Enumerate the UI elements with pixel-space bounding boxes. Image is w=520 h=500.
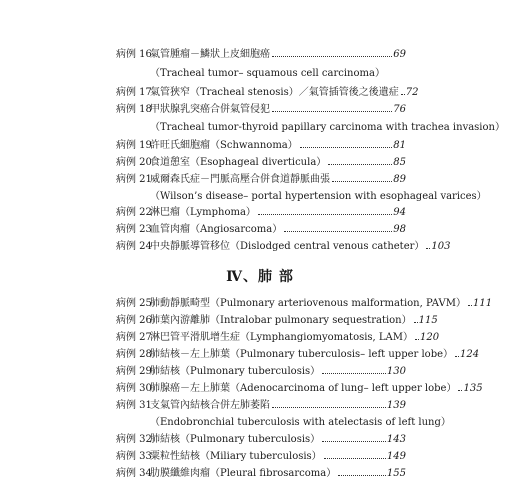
case-number: 病例 23 — [116, 224, 152, 235]
dot-leader — [401, 93, 405, 95]
case-number: 病例 27 — [116, 332, 152, 343]
case-number: 病例 17 — [116, 87, 152, 98]
page-number: 135 — [463, 383, 483, 394]
case-number: 病例 16 — [116, 49, 152, 60]
page-number: 124 — [460, 349, 480, 360]
entry-title: 中央靜脈導管移位（Dislodged central venous catheter） — [150, 241, 425, 252]
entry-title: 肺動靜脈畸型（Pulmonary arteriovenous malformation, PAVM） — [150, 298, 466, 309]
toc-entry — [116, 466, 406, 482]
case-number: 病例 33 — [116, 451, 152, 462]
entry-title: 甲狀腺乳突癌合併氣管侵犯 — [150, 104, 270, 115]
entry-title: 血管肉瘤（Angiosarcoma） — [150, 224, 283, 235]
entry-title: 肺結核（Pulmonary tuberculosis） — [150, 434, 321, 445]
toc-entry — [116, 449, 406, 465]
entry-title: 支氣管內結核合併左肺萎陷 — [150, 400, 270, 411]
entry-title: 食道憩室（Esophageal diverticula） — [150, 157, 327, 168]
entry-title: 粟粒性結核（Miliary tuberculosis） — [150, 451, 322, 462]
dot-leader — [258, 213, 392, 215]
page-number: 69 — [393, 49, 406, 60]
case-number: 病例 18 — [116, 104, 152, 115]
entry-title: 淋巴瘤（Lymphoma） — [150, 207, 256, 218]
page-number: 139 — [386, 400, 406, 411]
dot-leader — [415, 338, 419, 340]
page-number: 81 — [393, 140, 406, 151]
toc-entry — [116, 398, 406, 414]
entry-title: 氣管腫瘤－鱗狀上皮細胞癌 — [150, 49, 270, 60]
entry-title: 肋膜纖維肉瘤（Pleural fibrosarcoma） — [150, 468, 337, 479]
toc-entry — [116, 47, 406, 63]
toc-entry — [116, 381, 483, 397]
page-number: 85 — [393, 157, 406, 168]
dot-leader — [272, 110, 392, 112]
entry-subtitle: （Tracheal tumor– squamous cell carcinoma） — [150, 68, 385, 79]
case-number: 病例 31 — [116, 400, 152, 411]
page-number: 98 — [393, 224, 406, 235]
entry-title: 許旺氏細胞瘤（Schwannoma） — [150, 140, 298, 151]
dot-leader — [324, 457, 386, 459]
case-number: 病例 20 — [116, 157, 152, 168]
case-number: 病例 26 — [116, 315, 152, 326]
dot-leader — [455, 355, 459, 357]
case-number: 病例 25 — [116, 298, 152, 309]
dot-leader — [322, 440, 386, 442]
page-number: 103 — [431, 241, 451, 252]
section-title: Ⅳ、肺 部 — [226, 269, 294, 285]
case-number: 病例 22 — [116, 207, 152, 218]
case-number: 病例 32 — [116, 434, 152, 445]
page-number: 155 — [386, 468, 406, 479]
entry-title: 威爾森氏症－門脈高壓合併食道靜脈曲張 — [150, 174, 330, 185]
dot-leader — [458, 389, 462, 391]
page-number: 111 — [472, 298, 493, 309]
case-number: 病例 28 — [116, 349, 152, 360]
entry-title: 肺腺癌－左上肺葉（Adenocarcinoma of lung– left upper lobe） — [150, 383, 457, 394]
dot-leader — [322, 372, 386, 374]
dot-leader — [272, 55, 392, 57]
dot-leader — [272, 406, 386, 408]
dot-leader — [426, 247, 430, 249]
toc-entry — [116, 172, 406, 188]
entry-title: 氣管狹窄（Tracheal stenosis）／氣管插管後之後遺症 — [150, 87, 399, 98]
dot-leader — [414, 321, 418, 323]
page-number: 94 — [393, 207, 406, 218]
entry-title: 肺葉內游離肺（Intralobar pulmonary sequestration） — [150, 315, 412, 326]
entry-subtitle: （Wilson’s disease– portal hypertension with esophageal varices） — [150, 191, 487, 202]
entry-subtitle: （Tracheal tumor-thyroid papillary carcinoma with trachea invasion） — [150, 122, 505, 133]
dot-leader — [468, 304, 472, 306]
dot-leader — [328, 163, 392, 165]
page-number: 76 — [393, 104, 406, 115]
entry-title: 淋巴管平滑肌增生症（Lymphangiomyomatosis, LAM） — [150, 332, 414, 343]
case-number: 病例 30 — [116, 383, 152, 394]
dot-leader — [300, 146, 393, 148]
toc-entry — [116, 432, 406, 448]
page-number: 149 — [386, 451, 406, 462]
case-number: 病例 21 — [116, 174, 152, 185]
toc-entry — [116, 330, 440, 346]
case-number: 病例 29 — [116, 366, 152, 377]
toc-entry — [116, 364, 406, 380]
page-number: 120 — [420, 332, 440, 343]
case-number: 病例 34 — [116, 468, 152, 479]
page-number: 143 — [386, 434, 406, 445]
entry-subtitle: （Endobronchial tuberculosis with atelectasis of left lung） — [150, 417, 451, 428]
toc-entry — [116, 102, 406, 118]
entry-title: 肺結核（Pulmonary tuberculosis） — [150, 366, 321, 377]
toc-entry — [116, 239, 451, 255]
dot-leader — [338, 474, 386, 476]
dot-leader — [284, 230, 392, 232]
page-number: 115 — [418, 315, 438, 326]
toc-entry — [116, 205, 406, 221]
page-number: 89 — [393, 174, 406, 185]
dot-leader — [332, 180, 392, 182]
toc-entry — [116, 155, 406, 171]
toc-entry — [116, 138, 406, 154]
toc-entry — [116, 313, 438, 329]
toc-entry — [116, 85, 419, 101]
toc-entry — [116, 296, 493, 312]
page-number: 72 — [405, 87, 419, 98]
toc-entry — [116, 347, 480, 363]
toc-entry — [116, 222, 406, 238]
case-number: 病例 19 — [116, 140, 152, 151]
case-number: 病例 24 — [116, 241, 152, 252]
page-number: 130 — [386, 366, 406, 377]
entry-title: 肺結核－左上肺葉（Pulmonary tuberculosis– left upper lobe） — [150, 349, 454, 360]
